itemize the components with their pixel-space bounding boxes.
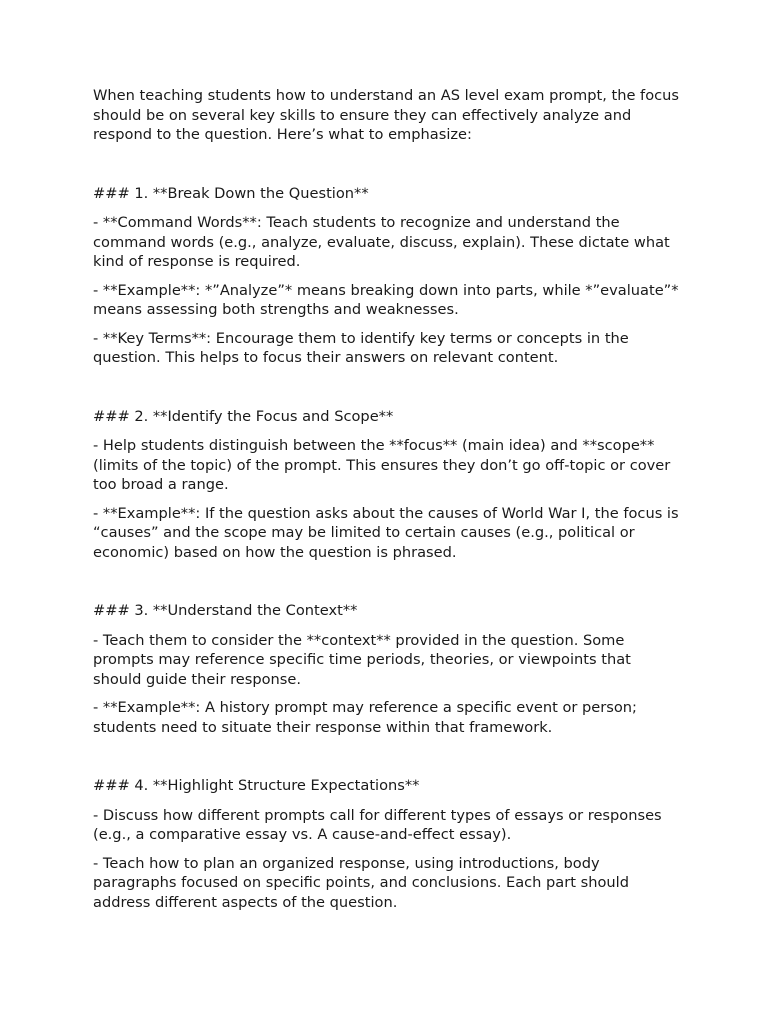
section-paragraph: - Discuss how different prompts call for different types of essays or responses (e.g., a comparative essay vs. A cause-and-effect essay).: [93, 806, 662, 843]
section-heading: ### 1. **Break Down the Question**: [93, 184, 369, 202]
section-heading: ### 4. **Highlight Structure Expectations**: [93, 777, 420, 794]
section-paragraph: - Teach how to plan an organized response, using introductions, body paragraphs focused on specific points, and conclusions. Each part should address different aspects of the question.: [93, 854, 629, 911]
section-paragraph: - **Example**: *”Analyze”* means breaking down into parts, while *”evaluate”* means assessing both strengths and weaknesses.: [93, 281, 679, 318]
section-paragraph: - Teach them to consider the **context** provided in the question. Some prompts may reference specific time periods, theories, or viewpoints that should guide their response.: [93, 631, 631, 688]
intro-paragraph: When teaching students how to understand an AS level exam prompt, the focus should be on several key skills to ensure they can effectively analyze and respond to the question. Here’s what to emphasize:: [93, 87, 680, 143]
section-paragraph: - Help students distinguish between the **focus** (main idea) and **scope** (limits of the topic) of the prompt. This ensures they don’t go off-topic or cover too broad a range.: [93, 437, 671, 493]
document-body: [93, 86, 683, 921]
section-heading: ### 2. **Identify the Focus and Scope**: [93, 407, 394, 425]
section-structure-expectations: [93, 776, 683, 912]
section-paragraph: - **Command Words**: Teach students to recognize and understand the command words (e.g., analyze, evaluate, discuss, explain). These dictate what kind of response is required.: [93, 214, 670, 270]
section-paragraph: - **Example**: If the question asks about the causes of World War I, the focus is “causes” and the scope may be limited to certain causes (e.g., political or economic) based on how the question is phrased.: [93, 504, 679, 561]
section-break-down-question: [93, 184, 683, 368]
section-understand-context: [93, 601, 683, 737]
section-heading: ### 3. **Understand the Context**: [93, 602, 358, 619]
section-paragraph: - **Key Terms**: Encourage them to identify key terms or concepts in the question. This helps to focus their answers on relevant content.: [93, 329, 629, 366]
section-paragraph: - **Example**: A history prompt may reference a specific event or person; students need to situate their response within that framework.: [93, 699, 637, 736]
section-focus-and-scope: [93, 407, 683, 563]
